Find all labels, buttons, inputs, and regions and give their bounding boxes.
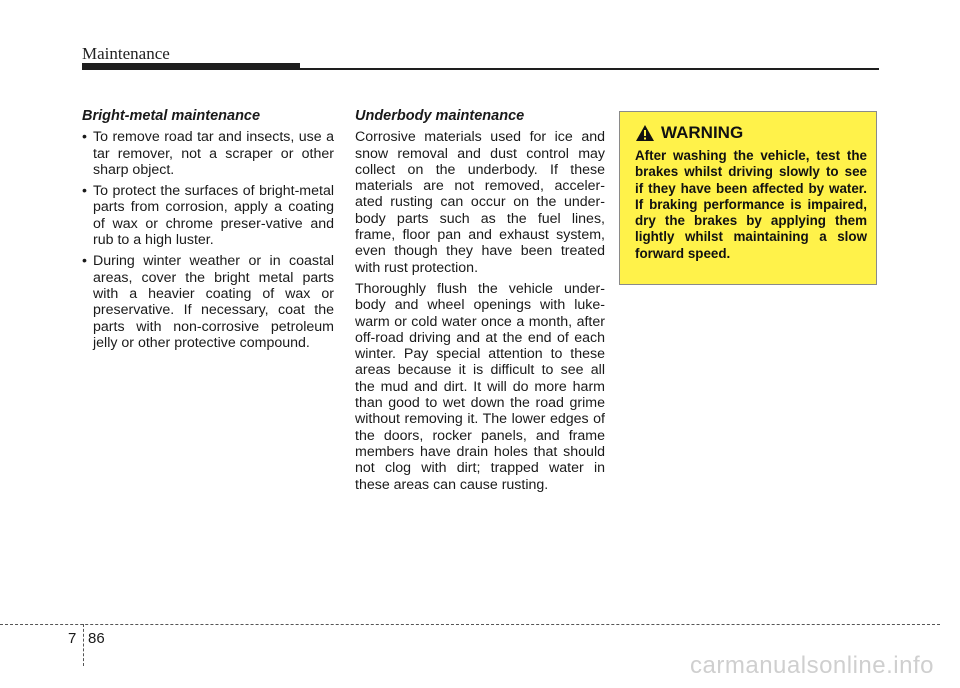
page-number: 86 — [88, 630, 105, 647]
warning-triangle-icon — [635, 124, 655, 142]
header-thick-bar — [82, 63, 300, 70]
list-item: • To remove road tar and insects, use a tar remover, not a scraper or other sharp object. — [82, 129, 334, 178]
footer-rule — [0, 624, 940, 625]
warning-title: WARNING — [661, 123, 744, 142]
underbody-paragraph: Corrosive materials used for ice and snow removal and dust control may collect on the underbody. If these materials are not removed, acceler-ated rusting can occur on the under-body parts such as the fuel lines, frame, floor pan and exhaust system, even though they have been treated with rust protection. — [355, 129, 605, 276]
header-rule — [300, 68, 879, 70]
list-item: • To protect the surfaces of bright-metal parts from corrosion, apply a coating of wax or chrome preser-vative and rub to a high luster. — [82, 183, 334, 248]
warning-text: After washing the vehicle, test the brakes whilst driving slowly to see if they have been affected by water. If braking performance is impaired, dry the brakes by applying them lightly whilst maintaining a slow forward speed. — [635, 148, 867, 261]
bright-metal-list — [82, 129, 334, 351]
underbody-title: Underbody maintenance — [355, 108, 525, 124]
footer-divider — [83, 624, 84, 666]
bright-metal-section — [82, 108, 334, 356]
bright-metal-title: Bright-metal maintenance — [82, 108, 261, 124]
underbody-paragraph: Thoroughly flush the vehicle under-body and wheel openings with luke-warm or cold water once a month, after off-road driving and at the end of each winter. Pay special attention to these areas because it is difficult to see all the mud and dirt. It will do more harm than good to wet down the road grime without removing it. The lower edges of the doors, rocker panels, and frame members have drain holes that should not clog with dirt; trapped water in these areas can cause rusting. — [355, 280, 605, 493]
list-item: • During winter weather or in coastal areas, cover the bright metal parts with a heavier coating of wax or preservative. If necessary, coat the parts with non-corrosive petroleum jelly or other protective compound. — [82, 253, 334, 351]
warning-header — [635, 122, 867, 144]
underbody-section — [355, 108, 605, 498]
page-header-title: Maintenance — [82, 44, 170, 63]
chapter-number: 7 — [68, 630, 77, 647]
watermark: carmanualsonline.info — [690, 652, 934, 679]
warning-box — [619, 111, 877, 285]
